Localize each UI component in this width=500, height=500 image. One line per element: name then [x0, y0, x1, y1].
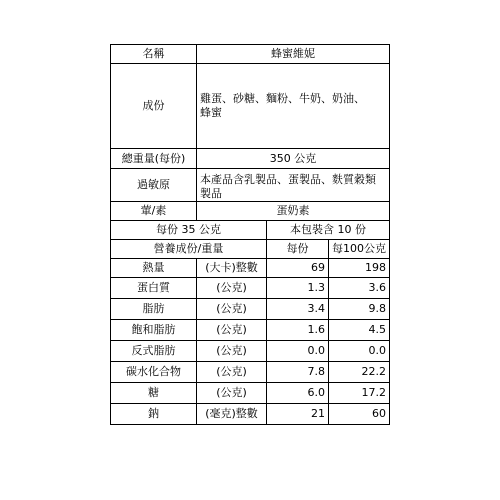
per-serving-size: 每份 35 公克 [111, 221, 267, 240]
diet-value: 蛋奶素 [197, 202, 390, 221]
nutrition-label-table [110, 44, 390, 425]
nutrient-row [111, 404, 390, 425]
nutrient-row [111, 278, 390, 299]
weight-row [111, 149, 390, 169]
nutrient-per-100g: 60 [329, 404, 390, 425]
nutrient-per-100g: 3.6 [329, 278, 390, 299]
nutrient-unit: (公克) [197, 383, 267, 404]
nutrient-row [111, 341, 390, 362]
diet-label: 葷/素 [111, 202, 197, 221]
nutrient-unit: (公克) [197, 299, 267, 320]
nutrient-per-100g: 0.0 [329, 341, 390, 362]
nutrient-row [111, 299, 390, 320]
ingredients-value: 雞蛋、砂糖、麵粉、牛奶、奶油、蜂蜜 [197, 64, 390, 149]
nutrient-per-100g: 198 [329, 259, 390, 278]
nutrient-per-serving: 7.8 [267, 362, 329, 383]
nutrient-per-serving: 21 [267, 404, 329, 425]
servings-per-package: 本包裝含 10 份 [267, 221, 390, 240]
nutrient-name: 熱量 [111, 259, 197, 278]
nutrient-per-serving: 1.6 [267, 320, 329, 341]
nutrition-header-label: 營養成份/重量 [111, 240, 267, 259]
nutrition-header-row [111, 240, 390, 259]
nutrient-name: 反式脂肪 [111, 341, 197, 362]
nutrient-unit: (公克) [197, 362, 267, 383]
name-label: 名稱 [111, 45, 197, 64]
nutrient-per-100g: 22.2 [329, 362, 390, 383]
ingredients-label: 成份 [111, 64, 197, 149]
diet-row [111, 202, 390, 221]
nutrient-unit: (大卡)整數 [197, 259, 267, 278]
nutrient-unit: (毫克)整數 [197, 404, 267, 425]
nutrient-unit: (公克) [197, 278, 267, 299]
nutrient-per-serving: 0.0 [267, 341, 329, 362]
nutrient-per-serving: 3.4 [267, 299, 329, 320]
name-value: 蜂蜜維妮 [197, 45, 390, 64]
nutrient-name: 蛋白質 [111, 278, 197, 299]
allergen-row [111, 169, 390, 202]
nutrient-unit: (公克) [197, 320, 267, 341]
name-row [111, 45, 390, 64]
nutrient-per-serving: 6.0 [267, 383, 329, 404]
serving-row [111, 221, 390, 240]
weight-label: 總重量(每份) [111, 149, 197, 169]
nutrient-per-100g: 4.5 [329, 320, 390, 341]
ingredients-row [111, 64, 390, 149]
nutrient-name: 飽和脂肪 [111, 320, 197, 341]
nutrient-row [111, 383, 390, 404]
nutrient-row [111, 320, 390, 341]
allergen-value: 本產品含乳製品、蛋製品、麩質穀類製品 [197, 169, 390, 202]
nutrient-row [111, 259, 390, 278]
col-header-per-serving: 每份 [267, 240, 329, 259]
nutrient-unit: (公克) [197, 341, 267, 362]
nutrient-per-serving: 69 [267, 259, 329, 278]
nutrient-name: 鈉 [111, 404, 197, 425]
nutrient-name: 碳水化合物 [111, 362, 197, 383]
allergen-label: 過敏原 [111, 169, 197, 202]
col-header-per-100g: 每100公克 [329, 240, 390, 259]
nutrient-per-100g: 9.8 [329, 299, 390, 320]
nutrient-per-100g: 17.2 [329, 383, 390, 404]
nutrient-name: 脂肪 [111, 299, 197, 320]
weight-value: 350 公克 [197, 149, 390, 169]
nutrient-name: 糖 [111, 383, 197, 404]
nutrient-per-serving: 1.3 [267, 278, 329, 299]
nutrient-row [111, 362, 390, 383]
